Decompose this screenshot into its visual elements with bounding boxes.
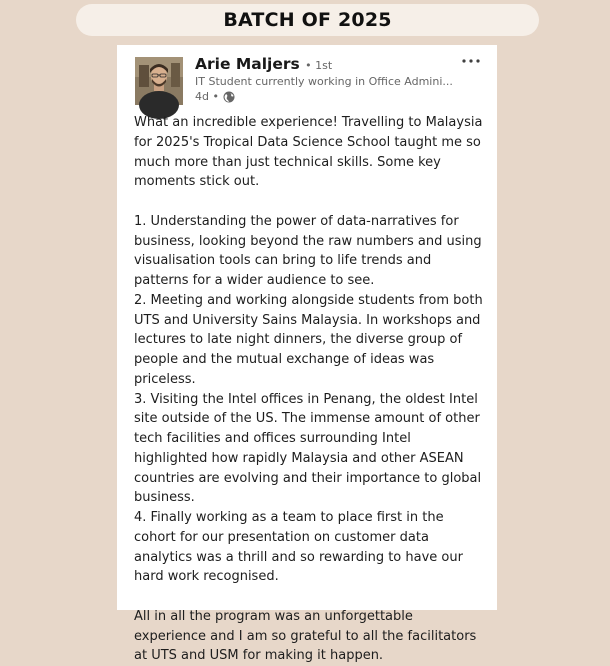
more-options-button[interactable] <box>460 53 482 69</box>
post-paragraph-point-4: 4. Finally working as a team to place first in the cohort for our presentation on customer data analytics was a thrill and so rewarding to have our hard work recognised. <box>134 510 463 585</box>
author-name-row[interactable] <box>195 55 332 73</box>
post-body <box>134 113 488 666</box>
post-paragraph-point-1: 1. Understanding the power of data-narratives for business, looking beyond the raw numbers and using visualisation tools can bring to life trends and patterns for a wider audience to see. <box>134 213 482 288</box>
post-paragraph-intro: What an incredible experience! Travelling to Malaysia for 2025's Tropical Data Science School taught me so much more than just technical skills. Some key moments stick out. <box>134 115 483 190</box>
post-paragraph-point-2: 2. Meeting and working alongside students from both UTS and University Sains Malaysia. In workshops and lectures to late night dinners, the diverse group of people and the mutual exchange of ideas was priceless. <box>134 292 483 387</box>
avatar[interactable] <box>135 57 183 105</box>
banner-title: BATCH OF 2025 <box>223 9 392 31</box>
post-paragraph-point-3: 3. Visiting the Intel offices in Penang, the oldest Intel site outside of the US. The immense amount of other tech facilities and offices surrounding Intel highlighted how rapidly Malaysia and other ASEAN countries are evolving and their importance to global business. <box>134 391 482 506</box>
author-name[interactable]: Arie Maljers <box>195 55 300 73</box>
banner <box>76 4 539 36</box>
globe-icon <box>223 91 235 103</box>
post-paragraph-closing: All in all the program was an unforgettable experience and I am so grateful to all the facilitators at UTS and USM for making it happen. <box>134 608 477 664</box>
post-card <box>117 45 497 664</box>
ellipsis-icon <box>462 59 480 63</box>
post-meta <box>195 90 235 103</box>
connection-degree: • 1st <box>305 59 333 72</box>
post-time: 4d • <box>195 90 219 103</box>
paragraph-spacer <box>134 587 488 607</box>
author-headline: IT Student currently working in Office Admini... <box>195 75 453 88</box>
paragraph-spacer <box>134 192 488 212</box>
